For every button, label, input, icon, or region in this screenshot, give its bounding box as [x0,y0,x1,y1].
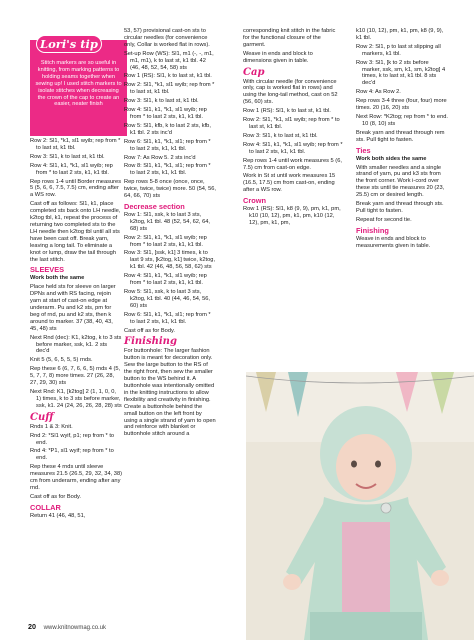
paragraph: Next Rnd (dec): K1, k2tog, k to 3 sts before marker, ssk, k1. 2 sts dec'd [30,334,122,355]
paragraph: Row 2: Sl1, *k1, sl1 wyib; rep from * to last st, k1 tbl. [30,138,121,151]
paragraph: Row 1 (RS): Sl1, k8 (9, 9), pm, k1, pm, k10 (10, 12), pm, k1, pm, k10 (12, 12), pm, k1, pm, [243,206,341,226]
section-heading-decrease: Decrease section [124,201,185,211]
page-footer [28,622,106,631]
column-2 [124,28,216,440]
paragraph: With smaller needles and a single strand of yarn, pu and k3 sts from the front corner. Work i-cord over these sts until tie measures 20 (23, 25.5) cm or desired length. [356,164,445,199]
paragraph: Row 2: Sl1, k1, *k1, sl1 wyib; rep from * to last 2 sts, k1, k1 tbl. [124,234,207,248]
paragraph: Set-up Row (WS): Sl1, m1 (-, -, m1, m1, m1), k to last st, k1 tbl. 42 (46, 48, 52, 54, 58) sts [124,50,214,71]
section-heading-finishing-2: Finishing [356,225,389,235]
paragraph: Row 1 (RS): Sl1, k to last st, k1 tbl. [243,108,331,115]
paragraph: Row 4: Sl1, k1, *k1, sl1 wyib; rep from * to last 2 sts, k1, k1 tbl. [124,107,207,120]
page-number: 20 [28,622,36,631]
section-heading-crown: Crown [243,196,266,206]
paragraph: For buttonhole: The larger fashion button is meant for decoration only. Sew the large button to the RS of the right front, then sew the smaller button to the WS behind it. A buttonhole was intentionally omitted in the knitting instructions to allow flexibility and creativity in finishing. Create a buttonhole behind the small button on the left front by using a single strand of yarn to open and reinforce with blanket or buttonhole stitch around a [124,348,216,438]
website-url: www.knitnowmag.co.uk [43,625,107,631]
tip-title: Lori's tip [36,35,102,53]
paragraph: Row 1: Sl1, ssk, k to last 3 sts, k2tog, k1 tbl. 48 (52, 54, 62, 64, 68) sts [124,211,210,232]
paragraph: Row 5: Sl1, kfb, k to last 2 sts, kfb, k1 tbl. 2 sts inc'd [124,122,211,136]
paragraph: With circular needle (for convenience only, cap is worked flat in rows) and using the long-tail method, cast on 52 (56, 60) sts. [243,78,338,106]
section-heading-finishing: Finishing [124,336,177,348]
column-4 [356,28,448,252]
paragraph: Cast off as for Body. [124,327,176,334]
subheading-text: Work both the same [30,275,85,282]
section-heading-collar: COLLAR [30,502,61,512]
section-heading-cap: Cap [243,66,265,78]
column-1 [30,138,122,522]
photo-child-in-knitted-coat [246,372,474,640]
paragraph: Rnds 1 & 3: Knit. [30,423,73,430]
paragraph: Place held sts for sleeve on larger DPNs and with RS facing, rejoin yarn at start of cast-on edge at underarm. Pu and k2 sts, pm for beg of rnd, pu and k2 sts, then k around to marker. 37 (38, 40, 43, 45, 48) sts [30,284,116,332]
column-3 [243,28,343,229]
paragraph: Rep rows 1-4 until Border measures 5 (5, 6, 6, 7.5, 7.5) cm, ending after a WS row. [30,178,122,199]
paragraph: Next Rnd: K1, [k2tog] 2 (1, 1, 0, 0, 1) times, k to 3 sts before marker, ssk, k1. 24 (24, 26, 26, 28, 28) sts [30,389,122,409]
paragraph: Work in St st until work measures 15 (16.5, 17.5) cm from cast-on, ending after a WS row. [243,173,336,194]
paragraph: Return 41 (46, 48, 51, [30,512,86,519]
paragraph: Rep rows 1-4 until work measures 5 (6, 7.5) cm from cast-on edge. [243,157,342,171]
paragraph: corresponding knit stitch in the fabric for the functional closure of the garment. [243,28,336,48]
section-subheading [356,156,448,163]
paragraph: Row 6: Sl1, k1, *k1, sl1; rep from * to last 2 sts, k1, k1 tbl. [124,311,211,325]
paragraph: Cast off as follows: Sl1, k1, place completed sts back onto LH needle, k2tog tbl, k1, repeat the process of returning two completed sts to the LH needle then k2tog tbl until all sts have been cast off. Break yarn, leaving a long tail. To eliminate a knot or lump, draw the tail through the last stitch. [30,201,121,263]
paragraph: Row 3: Sl1, [ssk, k1] 3 times, k to last 9 sts, [k2tog, k1] twice, k2tog, k1 tbl. 42 (46, 48, 56, 58, 62) sts [124,250,216,271]
paragraph: Row 3: Sl1, [k to 2 sts before marker, ssk, sm, k1, sm, k2tog] 4 times, k to last st, k1 tbl. 8 sts dec'd [356,59,446,87]
tip-text: Stitch markers are so useful in knitting, from marking patterns to holding seams together when sewing up! I used stitch markers to isolate stitches when decreasing the crown of the cap to create an easier, neater finish [35,60,122,108]
paragraph: Break yarn and thread through sts. Pull tight to fasten. [356,201,444,214]
paragraph: Row 2: Sl1, *k1, sl1 wyib; rep from * to last st, k1 tbl. [243,117,340,130]
paragraph: Row 2: Sl1, p to last st slipping all markers, k1 tbl. [356,43,441,57]
paragraph: Weave in ends and block to measurements given in table. [356,235,431,249]
section-heading-cuff: Cuff [30,411,54,423]
paragraph: Row 5: Sl1, ssk, k to last 3 sts, k2tog, k1 tbl. 40 (44, 46, 54, 56, 60) sts [124,289,210,309]
paragraph: k10 (10, 12), pm, k1, pm, k8 (9, 9), k1 tbl. [356,28,444,41]
paragraph: Rep rows 5-8 once (once, once, twice, twice, twice) more. 50 (54, 56, 64, 66, 70) sts [124,179,216,200]
paragraph: Cast off as for Body. [30,493,82,500]
photo-illustration [246,372,474,640]
paragraph: Repeat for second tie. [356,216,412,223]
paragraph: Next Row: *K2tog; rep from * to end. 10 (8, 10) sts [356,113,448,127]
subheading-text: Work both sides the same [356,155,427,162]
paragraph: Row 3: Sl1, k to last st, k1 tbl. [30,153,105,160]
paragraph: Rep these 6 (6, 7, 6, 6, 5) rnds 4 (5, 5, 7, 7, 8) more times. 27 (26, 28, 27, 29, 30) sts [30,366,121,387]
paragraph: Rnd 4: *P1, sl1 wyif; rep from * to end. [30,448,114,462]
section-heading-ties: Ties [356,145,371,155]
paragraph: Rep these 4 rnds until sleeve measures 21.5 (26.5, 29, 32, 34, 38) cm from underarm, ending after any rnd. [30,464,123,491]
paragraph: Row 3: Sl1, k to last st, k1 tbl. [243,132,318,139]
paragraph: Row 2: Sl1, *k1, sl1 wyib; rep from * to last st, k1 tbl. [124,82,215,96]
paragraph: 53, 57) provisional cast-on sts to circular needles (for convenience only, Collar is worked flat in rows). [124,28,210,48]
paragraph: Row 4: Sl1, k1, *k1, sl1 wyib; rep from * to last 2 sts, k1, k1 tbl. [243,141,343,155]
paragraph: Knit 5 (5, 6, 5, 5, 5) rnds. [30,357,93,364]
paragraph: Weave in ends and block to dimensions given in table. [243,50,313,64]
paragraph: Row 8: Sl1, k1, *k1, sl1; rep from * to last 2 sts, k1, k1 tbl. [124,163,211,177]
paragraph: Row 4: As Row 2. [356,89,401,96]
section-heading-sleeves: SLEEVES [30,265,65,275]
tip-box [30,40,127,136]
paragraph: Row 4: Sl1, k1, *k1, sl1 wyib; rep from * to last 2 sts, k1, k1 tbl. [124,273,207,287]
paragraph: Row 7: As Row 5. 2 sts inc'd [124,154,196,161]
paragraph: Row 1 (RS): Sl1, k to last st, k1 tbl. [124,73,212,80]
paragraph: Row 3: Sl1, k to last st, k1 tbl. [124,98,199,105]
paragraph: Row 6: Sl1, k1, *k1, sl1; rep from * to last 2 sts, k1, k1 tbl. [124,138,211,152]
paragraph: Row 4: Sl1, k1, *k1, sl1 wyib; rep from * to last 2 sts, k1, k1 tbl. [30,162,113,176]
paragraph: Rep rows 3-4 three (four, four) more times. 20 (16, 20) sts [356,98,447,112]
paragraph: Break yarn and thread through rem sts. Pull tight to fasten. [356,129,445,143]
section-subheading [30,275,122,282]
paragraph: Rnd 2: *Sl1 wyif, p1; rep from * to end. [30,432,115,446]
